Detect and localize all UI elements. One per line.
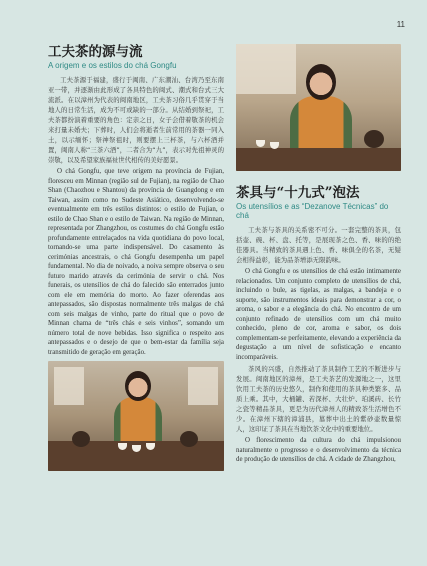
- section2-title-pt: Os utensílios e as “Dezanove Técnicas” do chá: [236, 202, 389, 220]
- section1-paragraph-zh: 工夫茶源于福建，盛行于闽南、广东潮汕、台湾乃至东南亚一带，并逐渐由此形成了各具特色的闽式、潮式和台式三大流派。在以漳州为代表的闽南地区，工夫茶习俗几乎贯穿于当地人的日常生活，成为不可或缺的一部分。从结婚到祭祀，工夫茶都扮演着重要的角色：定亲之日，女子会借着敬茶的机会来打量未婚夫；下葬时，人们会将逝者生前常用的茶器一同入土，以示缅怀；祭神祭祖时，则要摆上三杯茶，与六杯酒并置，闽南人称“三茶六酒”，二者合为“九”，表示对先祖神灵的崇敬，以及希望家族福祉世代相传的美好愿景。: [48, 76, 224, 164]
- tea-ceremony-serving-photo: [48, 361, 224, 471]
- tea-ceremony-pouring-photo: [236, 44, 401, 171]
- section1-title-pt: A origem e os estilos do chá Gongfu: [48, 61, 177, 70]
- section2-title-zh: 茶具与“十九式”泡法: [236, 185, 360, 201]
- section2-paragraph-zh-1: 工夫茶与茶具的关系密不可分。一套完整的茶具，包括壶、碗、杯、盘、托等，是展现茶之色、香、味的的绝佳器具。当精致的茶具遇上色、香、味俱全的名茶，无疑会相得益彰，能为品茶增添无限韵味。: [236, 226, 401, 264]
- section2-paragraph-zh-2: 茶风的兴盛，自然推动了茶具制作工艺的不断进步与发展。闽南地区的漳州，是工夫茶艺的发源地之一，这里饮用工夫茶的历史悠久，制作和使用的茶具种类繁多、品质上乘。其中，大桶罐、若深杯、大壮炉、珀溪砖、长竹之瓷等精品茶具，更是为历代漳州人的精致茶生活增色不少。在漳州下辖的漳浦县，墓葬中出土的紫砂壶数量惊人，这印证了茶具在当地饮茶文化中的重要地位。: [236, 365, 401, 433]
- page-number: 11: [396, 20, 405, 29]
- left-column: [48, 44, 224, 471]
- section2-paragraph-pt-2: O florescimento da cultura do chá impulsionou naturalmente o progresso e o desenvolvimento da técnica de produção de utensílios de chá. A cidade de Zhangzhou,: [236, 437, 401, 463]
- section1-paragraph-pt: O chá Gongfu, que teve origem na província de Fujian, floresceu em Minnan (região sul de Fujian), na região de Chao Shan (Chaozhou e Shantou) da província de Guangdong e em Taiwan, assim como no Sudeste Asiático, desenvolvendo-se eventualmente em três estilos distintos: o estilo de Fujian, o estilo de Chao Shan e o estilo de Taiwan. Na região de Minnan, representada por Zhangzhou, os costumes do chá Gongfu estão profundamente entrelaçados na vida quotidiana do povo local, tornando-se uma parte indispensável. Do casamento às cerimónias ancestrais, o chá Gongfu desempenha um papel fundamental. No dia de noivado, a noiva sempre observa o seu futuro marido através da cerimónia de servir o chá. Nos funerais, os utensílios de chá do falecido são enterrados junto com ele em memória do morto. Ao fazer oferendas aos antepassados, são dispostas normalmente três malgas de chá com seis malgas de vinho, parte do ritual que o povo de Minnan chama de “três chás e seis vinhos”, somando um número total de nove bebidas. Isso significa o respeito aos antepassados e o desejo de que o bem-estar da família seja transmitido de geração em geração.: [48, 168, 224, 356]
- section1-title-zh: 工夫茶的源与流: [48, 44, 143, 60]
- right-column: [236, 44, 401, 467]
- section2-paragraph-pt-1: O chá Gongfu e os utensílios de chá estão intimamente relacionados. Um conjunto completo de utensílios de chá, incluindo o bule, as tigelas, as malgas, a bandeja e o suporte, são instrumentos ideais para demonstrar a cor, o aroma, o sabor e a elegância do chá. No encontro de um conjunto refinado de utensílios com um chá muito conhecido, pleno de cor, aroma e sabor, os dois complementam-se perfeitamente, elevando a experiência da degustação a um nível de sofisticação e encanto incomparáveis.: [236, 268, 401, 361]
